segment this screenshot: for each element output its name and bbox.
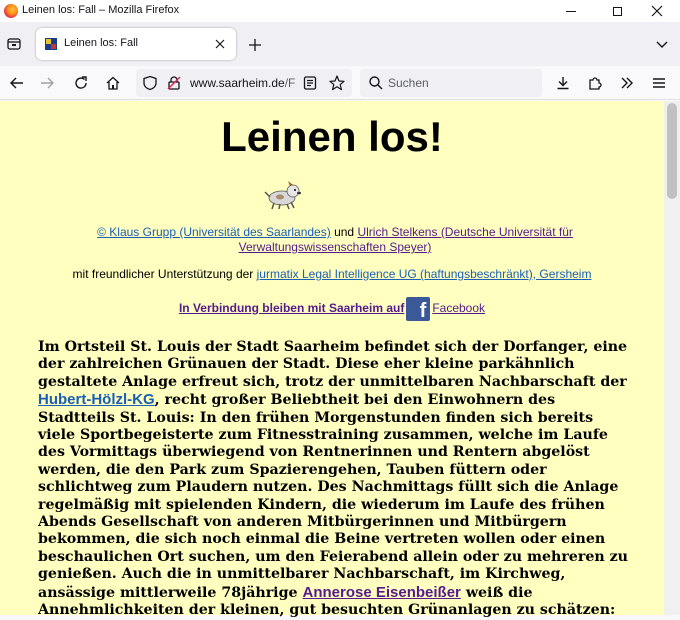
- url-bar[interactable]: [136, 69, 352, 97]
- article-text-part3: weiß die Annehmlichkeiten der kleinen, gut besuchten Grünanlagen zu schätzen:: [38, 584, 616, 619]
- downloads-button[interactable]: [550, 70, 576, 96]
- author2-link[interactable]: Ulrich Stelkens (Deutsche Universität für Verwaltungswissenschaften Speyer): [238, 225, 573, 254]
- tab-label: Leinen los: Fall: [64, 37, 138, 49]
- article-text-part2: , recht großer Beliebtheit bei den Einwohnern des Stadtteils St. Louis: In den frühen Morgenstunden finden sich bereits viele Sportbegeisterte zum Fitnesstraining zusammen, welche im Laufe des Vormittags überwiegend von Rentnerinnen und Rentern abgelöst werden, die den Park zum Spazierengehen, Tauben füttern oder schlichtweg zum Plaudern nutzen. Des Nachmittags füllt sich die Anlage regelmäßig mit spielenden Kindern, die wiederum im Laufe des frühen Abends Gesellschaft von anderen Mitbürgerinnen und Mitbürgern bekommen, die sich noch einmal die Beine vertreten wollen oder einen beschaulichen Ort suchen, um den Feierabend allein oder zu mehreren zu genießen. Auch die in unmittelbarer Nachbarschaft, im Kirchweg, ansässige mittlerweile 78jährige: [38, 392, 628, 601]
- saarheim-favicon-icon: [44, 37, 58, 51]
- more-tools-button[interactable]: [614, 70, 640, 96]
- url-path: /F: [284, 76, 296, 90]
- shield-icon[interactable]: [142, 75, 158, 91]
- back-button[interactable]: [4, 70, 30, 96]
- chevron-down-icon: [655, 37, 669, 51]
- connect-text[interactable]: In Verbindung bleiben mit Saarheim auf: [178, 301, 405, 316]
- download-icon: [555, 75, 571, 91]
- url-domain: www.saarheim.de: [190, 76, 285, 90]
- puzzle-icon: [587, 75, 603, 91]
- close-window-button[interactable]: [634, 0, 680, 22]
- reload-icon: [73, 75, 89, 91]
- social-connect: [0, 297, 664, 321]
- close-icon: [215, 39, 225, 49]
- navigation-toolbar: [0, 66, 680, 100]
- arrow-right-icon: [39, 75, 55, 91]
- home-icon: [105, 75, 121, 91]
- search-bar[interactable]: [360, 69, 542, 97]
- plus-icon: [248, 38, 262, 52]
- bookmark-star-icon[interactable]: [328, 74, 346, 92]
- url-text[interactable]: [190, 76, 296, 90]
- credits: [40, 225, 630, 255]
- tab-active[interactable]: [36, 28, 236, 60]
- facebook-icon[interactable]: f: [406, 297, 430, 321]
- credits-and: und: [334, 225, 355, 239]
- hamburger-menu-icon: [651, 75, 667, 91]
- list-all-tabs-button[interactable]: [652, 34, 672, 54]
- firefox-logo-icon: [4, 4, 18, 18]
- jurmatix-link[interactable]: jurmatix Legal Intelligence UG (haftungsbeschränkt), Gersheim: [256, 267, 592, 281]
- tab-close-button[interactable]: [212, 36, 228, 52]
- dog-illustration-icon: [262, 179, 304, 211]
- search-icon: [368, 75, 384, 91]
- double-chevron-right-icon: [619, 75, 635, 91]
- page-headline: Leinen los!: [221, 113, 443, 160]
- arrow-left-icon: [9, 75, 25, 91]
- scrollbar-thumb[interactable]: [667, 103, 677, 199]
- reload-button[interactable]: [68, 70, 94, 96]
- close-icon: [651, 5, 663, 17]
- maximize-icon: [613, 7, 622, 16]
- window-titlebar: [0, 0, 680, 22]
- tab-strip: [0, 22, 680, 66]
- page-content: [0, 101, 664, 619]
- firefox-view-icon: [6, 36, 22, 52]
- extensions-button[interactable]: [582, 70, 608, 96]
- minimize-button[interactable]: [548, 0, 594, 22]
- reader-view-icon[interactable]: [302, 75, 318, 91]
- minimize-icon: [566, 11, 576, 12]
- support-line: [0, 267, 664, 281]
- author1-link[interactable]: © Klaus Grupp (Universität des Saarlandes): [97, 225, 331, 239]
- hubert-hoelzl-link[interactable]: Hubert-Hölzl-KG: [38, 391, 155, 409]
- article-text-part1: Im Ortsteil St. Louis der Stadt Saarheim befindet sich der Dorfanger, eine der zahlreichen Grünauen der Stadt. Diese eher kleine parkähnlich gestaltete Anlage erfreut sich, trotz der unmittelbaren Nachbarschaft der: [38, 339, 628, 390]
- forward-button[interactable]: [34, 70, 60, 96]
- home-button[interactable]: [100, 70, 126, 96]
- annerose-eisenbeisser-link[interactable]: Annerose Eisenbeißer: [302, 583, 461, 601]
- new-tab-button[interactable]: [244, 34, 266, 56]
- window-title: Leinen los: Fall – Mozilla Firefox: [22, 4, 180, 16]
- support-prefix: mit freundlicher Unterstützung der: [72, 267, 254, 281]
- insecure-lock-icon[interactable]: [166, 75, 182, 91]
- facebook-link[interactable]: Facebook: [432, 301, 486, 316]
- search-input[interactable]: Suchen: [388, 76, 429, 90]
- firefox-view-button[interactable]: [4, 34, 24, 54]
- app-menu-button[interactable]: [646, 70, 672, 96]
- main-article-text: [38, 339, 628, 620]
- page-scrollbar[interactable]: [664, 101, 680, 615]
